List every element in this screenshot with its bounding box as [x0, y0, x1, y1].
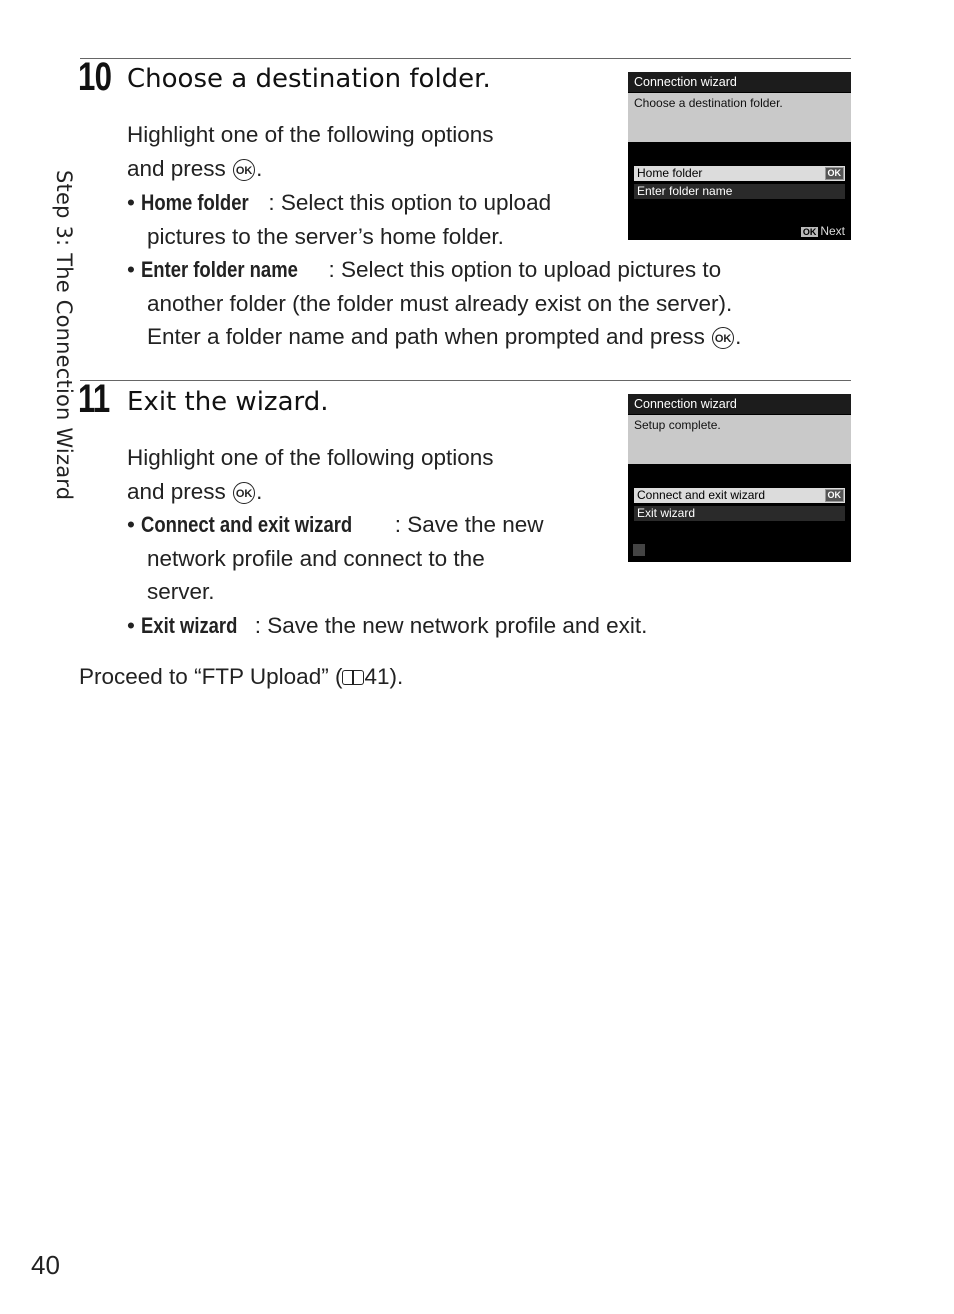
bullet-term: Home folder: [141, 190, 249, 215]
menu-option-exit-wizard[interactable]: [634, 506, 845, 521]
bullet-line: • Exit wizard : Save the new network profile and exit.: [127, 609, 647, 643]
ok-key-icon: OK: [802, 227, 817, 237]
menu-option-enter-folder-name[interactable]: [634, 184, 845, 199]
intro-line: and press OK .: [127, 478, 263, 504]
book-reference-icon: [342, 669, 364, 685]
intro-line: Highlight one of the following options: [127, 122, 494, 147]
bullet-line: pictures to the server’s home folder.: [147, 223, 504, 249]
bullet-line: Enter a folder name and path when prompted and press OK .: [147, 324, 742, 350]
camera-screen-destination: [628, 72, 851, 240]
step-intro: [127, 118, 494, 185]
ok-badge-icon: OK: [825, 167, 845, 180]
bullet-line: server.: [147, 579, 215, 605]
bullet-item: [127, 186, 551, 253]
bullet-text: : Select this option to upload pictures to: [328, 257, 722, 282]
bullet-term: Enter folder name: [141, 257, 299, 282]
page-reference-link[interactable]: 41: [364, 664, 390, 689]
bullet-line: network profile and connect to the: [147, 545, 485, 571]
step-title: Exit the wizard.: [127, 387, 329, 417]
screen-footer: [801, 224, 845, 238]
proceed-text: Proceed to “FTP Upload” (: [79, 664, 343, 689]
bullet-text: : Select this option to upload: [268, 190, 552, 215]
step-intro: [127, 441, 494, 508]
ok-badge-icon: OK: [825, 489, 845, 502]
divider-rule: [80, 380, 851, 381]
page-number: 40: [31, 1250, 60, 1280]
menu-option-home-folder[interactable]: [634, 166, 845, 181]
bullet-item: [127, 508, 544, 609]
screen-prompt: Setup complete.: [628, 415, 851, 464]
step-number: 10: [78, 55, 112, 99]
bullet-line: • Connect and exit wizard : Save the new: [127, 508, 544, 542]
step-number: 11: [78, 377, 110, 421]
menu-option-label: Home folder: [637, 166, 703, 180]
intro-line: Highlight one of the following options: [127, 445, 494, 470]
proceed-line: [79, 660, 403, 694]
screen-prompt: Choose a destination folder.: [628, 93, 851, 142]
menu-option-label: Exit wizard: [637, 506, 696, 520]
bullet-line: another folder (the folder must already exist on the server).: [147, 290, 733, 316]
ok-button-icon: OK: [233, 482, 255, 504]
menu-option-label: Connect and exit wizard: [637, 488, 766, 502]
bullet-line: • Home folder : Select this option to upload: [127, 186, 551, 220]
bullet-item: [127, 253, 741, 354]
side-section-label: Step 3: The Connection Wizard: [52, 170, 76, 501]
intro-text: and press: [127, 155, 226, 181]
screen-header: Connection wizard: [628, 394, 851, 414]
bullet-text: : Save the new: [394, 512, 544, 537]
ok-button-icon: OK: [712, 327, 734, 349]
screen-header: Connection wizard: [628, 72, 851, 92]
footer-label: Next: [820, 224, 845, 238]
bullet-term: Exit wizard: [141, 613, 238, 638]
divider-rule: [80, 58, 851, 59]
camera-screen-exit: [628, 394, 851, 562]
status-square-icon: [633, 544, 645, 556]
menu-option-connect-exit[interactable]: [634, 488, 845, 503]
bullet-item: [127, 609, 647, 643]
intro-line: and press OK .: [127, 155, 263, 181]
bullet-term: Connect and exit wizard: [141, 512, 353, 537]
intro-text: and press: [127, 478, 226, 504]
step-title: Choose a destination folder.: [127, 64, 491, 94]
bullet-line: • Enter folder name : Select this option to upload pictures to: [127, 253, 741, 287]
menu-option-label: Enter folder name: [637, 184, 733, 198]
bullet-text: : Save the new network profile and exit.: [254, 613, 648, 638]
proceed-text-end: ).: [389, 664, 404, 689]
bullet-text: Enter a folder name and path when prompted and press: [147, 324, 705, 350]
ok-button-icon: OK: [233, 159, 255, 181]
